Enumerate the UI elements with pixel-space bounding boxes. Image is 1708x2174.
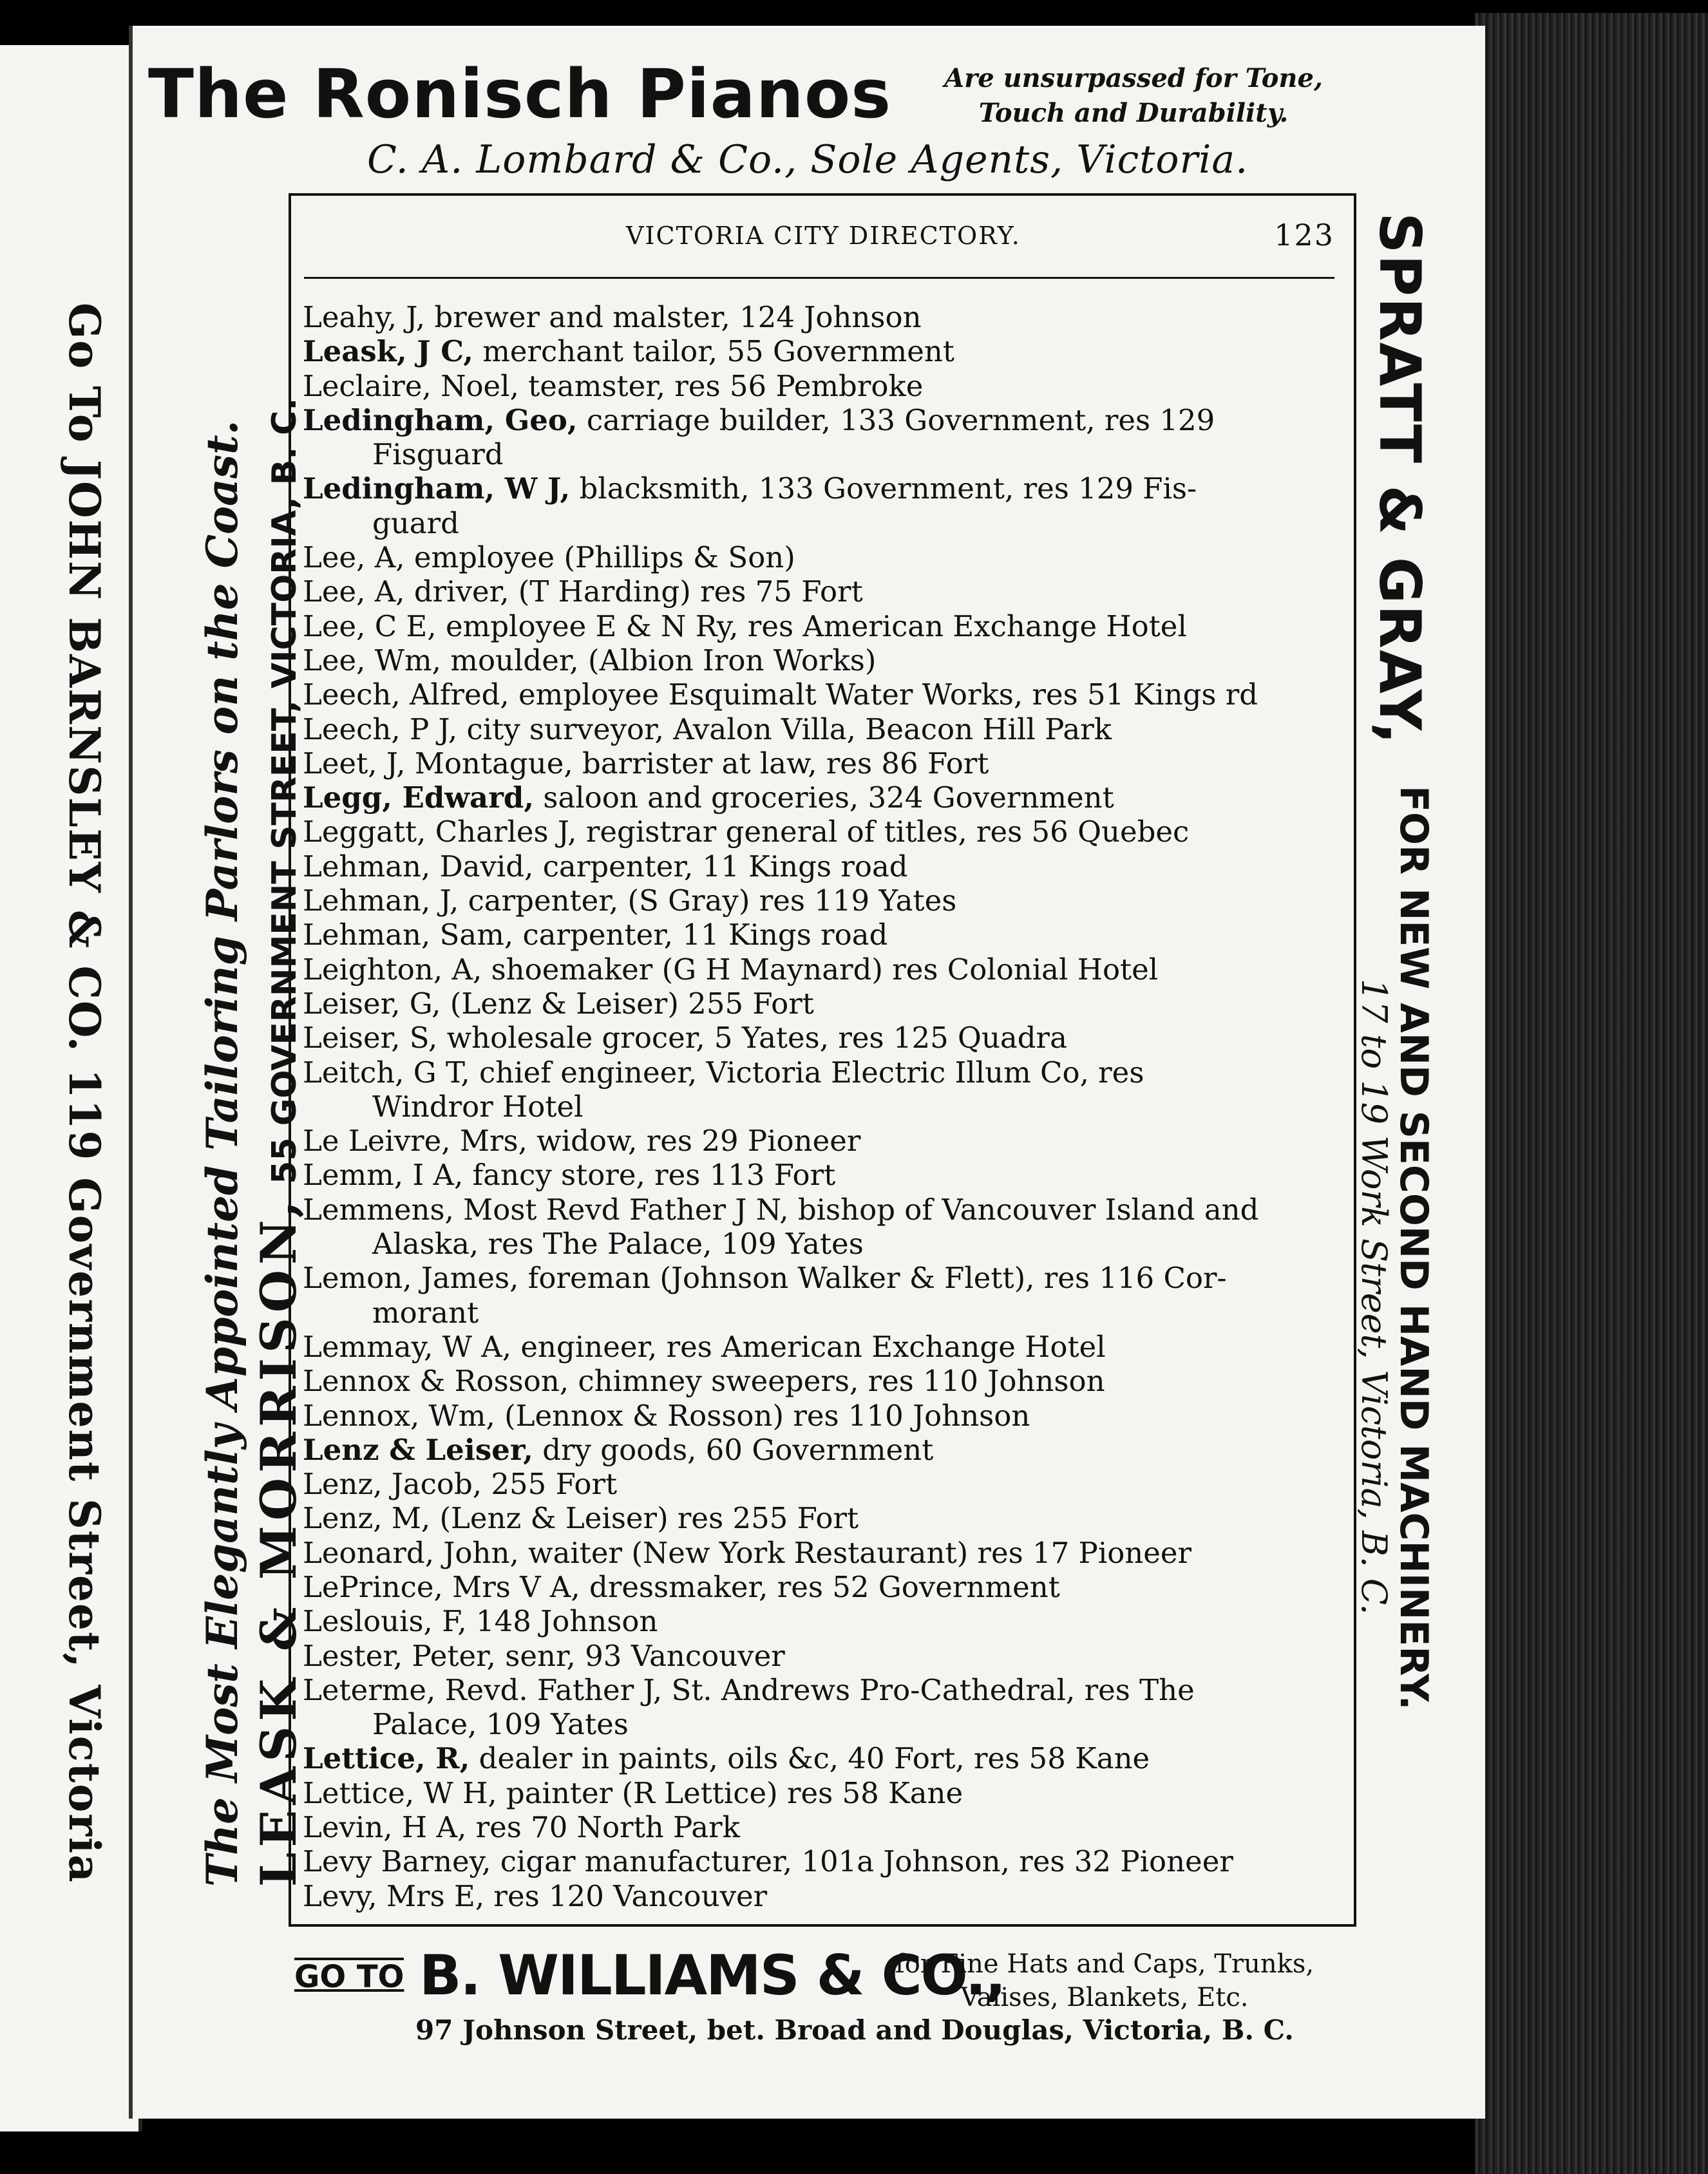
entry-text: Lennox, Wm, (Lennox & Rosson) res 110 Johnson — [303, 1398, 1030, 1433]
header-title: The Ronisch Pianos — [148, 55, 892, 133]
left-advert-line: The Most Elegantly Appointed Tailoring Parlors on the Coast. — [197, 420, 247, 1887]
directory-entry — [303, 884, 1346, 918]
directory-entry — [303, 987, 1346, 1021]
entry-text: Lehman, Sam, carpenter, 11 Kings road — [303, 918, 888, 952]
directory-entry — [303, 952, 1346, 987]
entry-bold-name: Lettice, R, — [303, 1741, 470, 1776]
entry-text: Leet, J, Montague, barrister at law, res 86 Fort — [303, 746, 989, 780]
left-page-vertical-text: Go To JOHN BARNSLEY & CO. 119 Government Street, Victoria — [59, 303, 109, 1884]
directory-entry — [303, 369, 1346, 403]
footer-goods-2: Valises, Blankets, Etc. — [960, 1983, 1249, 2012]
directory-entries — [303, 300, 1346, 1913]
header-subtitle: C. A. Lombard & Co., Sole Agents, Victoria. — [367, 137, 1249, 182]
directory-entry — [303, 1158, 1346, 1192]
header-tagline-1: Are unsurpassed for Tone, — [944, 63, 1323, 93]
entry-text: Levy Barney, cigar manufacturer, 101a Johnson, res 32 Pioneer — [303, 1844, 1233, 1879]
directory-entry — [303, 1021, 1346, 1055]
entry-text: dry goods, 60 Government — [533, 1432, 934, 1467]
entry-text: Le Leivre, Mrs, widow, res 29 Pioneer — [303, 1124, 861, 1158]
entry-bold-name: Ledingham, W J, — [303, 471, 571, 506]
entry-text: Levin, H A, res 70 North Park — [303, 1810, 740, 1845]
directory-entry — [303, 1776, 1346, 1810]
entry-text: Lemmens, Most Revd Father J N, bishop of Vancouver Island and — [303, 1192, 1259, 1227]
directory-entry — [303, 1501, 1346, 1535]
directory-entry — [303, 746, 1346, 780]
entry-continuation: Alaska, res The Palace, 109 Yates — [372, 1227, 864, 1262]
entry-text: Leahy, J, brewer and malster, 124 Johnson — [303, 300, 922, 334]
entry-text: Leiser, G, (Lenz & Leiser) 255 Fort — [303, 986, 814, 1021]
entry-text: Levy, Mrs E, res 120 Vancouver — [303, 1878, 768, 1913]
entry-text: Leggatt, Charles J, registrar general of titles, res 56 Quebec — [303, 815, 1190, 849]
entry-text: Leslouis, F, 148 Johnson — [303, 1604, 658, 1639]
entry-continuation: guard — [372, 506, 459, 540]
entry-text: Lee, A, driver, (T Harding) res 75 Fort — [303, 574, 863, 609]
entry-bold-name: Leask, J C, — [303, 334, 473, 369]
entry-bold-name: Legg, Edward, — [303, 780, 535, 815]
header-rule — [304, 277, 1334, 279]
directory-entry — [303, 712, 1346, 746]
directory-entry — [303, 1570, 1346, 1604]
directory-entry — [303, 1261, 1346, 1330]
entry-text: Lettice, W H, painter (R Lettice) res 58 Kane — [303, 1775, 963, 1810]
directory-entry — [303, 1639, 1346, 1673]
entry-text: merchant tailor, 55 Government — [473, 334, 954, 369]
directory-entry — [303, 1673, 1346, 1742]
footer-goods — [840, 1947, 1369, 2014]
directory-entry — [303, 780, 1346, 815]
right-advert-line: FOR NEW AND SECOND HAND MACHINERY. — [1391, 786, 1436, 1710]
directory-entry — [303, 1055, 1346, 1124]
directory-entry — [303, 1399, 1346, 1433]
directory-entry — [303, 609, 1346, 643]
directory-entry — [303, 1467, 1346, 1501]
footer-goto: GO TO — [294, 1959, 404, 1995]
directory-entry — [303, 1844, 1346, 1878]
entry-text: saloon and groceries, 324 Government — [534, 780, 1114, 815]
directory-entry — [303, 918, 1346, 952]
entry-text: Lehman, David, carpenter, 11 Kings road — [303, 849, 908, 884]
left-advert-address: 55 GOVERNMENT STREET, VICTORIA, B. C. — [265, 397, 304, 1184]
directory-entry — [303, 849, 1346, 884]
header-tagline-2: Touch and Durability. — [978, 98, 1289, 128]
directory-entry — [303, 574, 1346, 609]
entry-bold-name: Ledingham, Geo, — [303, 402, 578, 437]
directory-box — [289, 193, 1356, 1927]
footer-advert — [293, 1943, 1388, 2059]
entry-text: dealer in paints, oils &c, 40 Fort, res 58 Kane — [470, 1741, 1150, 1776]
directory-entry — [303, 540, 1346, 574]
entry-text: Leonard, John, waiter (New York Restaurant) res 17 Pioneer — [303, 1535, 1192, 1570]
left-margin-advert — [197, 238, 307, 1887]
directory-entry — [303, 471, 1346, 540]
book-edge — [1475, 13, 1708, 2174]
directory-entry — [303, 403, 1346, 472]
entry-text: Leech, P J, city surveyor, Avalon Villa, Beacon Hill Park — [303, 712, 1112, 746]
directory-entry — [303, 334, 1346, 368]
entry-text: Leitch, G T, chief engineer, Victoria Electric Illum Co, res — [303, 1055, 1144, 1090]
entry-continuation: Fisguard — [372, 437, 504, 472]
directory-entry — [303, 1741, 1346, 1775]
left-page-fragment — [0, 45, 142, 2131]
footer-goods-1: for Fine Hats and Caps, Trunks, — [895, 1949, 1314, 1979]
entry-text: carriage builder, 133 Government, res 129 — [577, 402, 1215, 437]
entry-text: Lennox & Rosson, chimney sweepers, res 110 Johnson — [303, 1364, 1105, 1399]
entry-text: Leighton, A, shoemaker (G H Maynard) res Colonial Hotel — [303, 952, 1159, 987]
page-header-advert — [148, 55, 1359, 184]
directory-entry — [303, 300, 1346, 334]
directory-entry — [303, 1433, 1346, 1467]
entry-text: Lemon, James, foreman (Johnson Walker & Flett), res 116 Cor- — [303, 1261, 1227, 1296]
directory-entry — [303, 1879, 1346, 1913]
entry-text: Lenz, Jacob, 255 Fort — [303, 1467, 618, 1502]
entry-text: Leterme, Revd. Father J, St. Andrews Pro-Cathedral, res The — [303, 1672, 1195, 1707]
entry-text: Lemmay, W A, engineer, res American Exchange Hotel — [303, 1329, 1106, 1364]
entry-text: Lee, C E, employee E & N Ry, res American Exchange Hotel — [303, 609, 1187, 643]
directory-entry — [303, 1810, 1346, 1844]
directory-entry — [303, 643, 1346, 677]
directory-entry — [303, 815, 1346, 849]
entry-text: blacksmith, 133 Government, res 129 Fis- — [570, 471, 1197, 506]
entry-text: Lemm, I A, fancy store, res 113 Fort — [303, 1158, 836, 1193]
footer-firm: B. WILLIAMS & CO., — [419, 1943, 1005, 2008]
entry-continuation: Windror Hotel — [372, 1089, 584, 1124]
footer-address: 97 Johnson Street, bet. Broad and Douglas, Victoria, B. C. — [415, 2014, 1294, 2046]
directory-entry — [303, 1364, 1346, 1398]
right-advert-address: 17 to 19 Work Street, Victoria, B. C. — [1354, 979, 1394, 1615]
directory-entry — [303, 1604, 1346, 1638]
entry-text: Leiser, S, wholesale grocer, 5 Yates, res 125 Quadra — [303, 1021, 1067, 1055]
entry-continuation: Palace, 109 Yates — [372, 1707, 629, 1742]
page-number: 123 — [1274, 218, 1334, 252]
entry-text: LePrince, Mrs V A, dressmaker, res 52 Government — [303, 1569, 1060, 1604]
entry-text: Lee, Wm, moulder, (Albion Iron Works) — [303, 643, 877, 677]
right-advert-firm: SPRATT & GRAY, — [1367, 213, 1433, 746]
directory-entry — [303, 1536, 1346, 1570]
directory-entry — [303, 1330, 1346, 1364]
entry-text: Lenz, M, (Lenz & Leiser) res 255 Fort — [303, 1501, 859, 1536]
header-tagline — [940, 61, 1327, 131]
directory-entry — [303, 677, 1346, 712]
entry-text: Lee, A, employee (Phillips & Son) — [303, 540, 795, 575]
entry-text: Lehman, J, carpenter, (S Gray) res 119 Yates — [303, 884, 957, 918]
entry-continuation: morant — [372, 1295, 479, 1330]
entry-text: Lester, Peter, senr, 93 Vancouver — [303, 1638, 785, 1673]
directory-entry — [303, 1124, 1346, 1158]
directory-entry — [303, 1193, 1346, 1262]
entry-text: Leech, Alfred, employee Esquimalt Water Works, res 51 Kings rd — [303, 677, 1258, 712]
entry-text: Leclaire, Noel, teamster, res 56 Pembroke — [303, 368, 924, 403]
entry-bold-name: Lenz & Leiser, — [303, 1432, 533, 1467]
left-advert-firm: LEASK & MORRISON, — [250, 1195, 307, 1887]
running-head-title: VICTORIA CITY DIRECTORY. — [626, 222, 1021, 250]
